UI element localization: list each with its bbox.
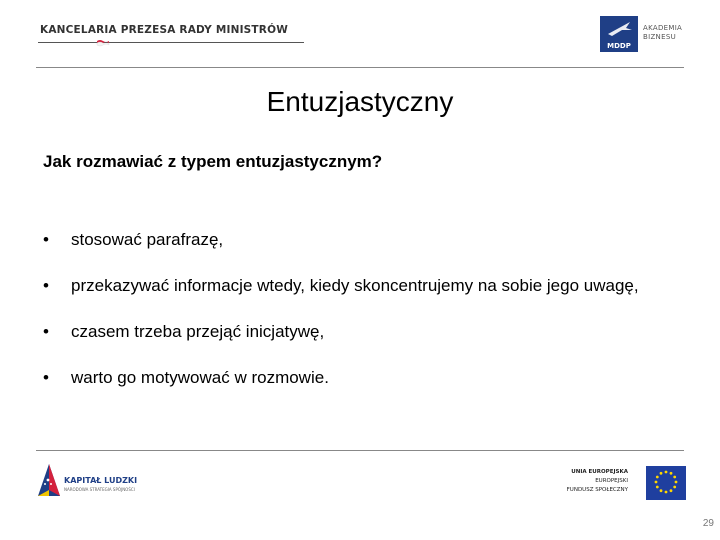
eu-logo-line3: FUNDUSZ SPOŁECZNY xyxy=(566,487,628,493)
mddp-side-line2: BIZNESU xyxy=(643,33,676,41)
page-number: 29 xyxy=(702,518,714,529)
kapital-ludzki-title: KAPITAŁ LUDZKI xyxy=(64,476,138,485)
eu-logo-line1: UNIA EUROPEJSKA xyxy=(571,469,628,475)
flag-icon xyxy=(96,38,110,48)
kapital-ludzki-subtitle: NARODOWA STRATEGIA SPÓJNOŚCI xyxy=(64,487,135,492)
footer-divider xyxy=(36,450,684,451)
eu-flag-icon xyxy=(646,466,686,500)
bullet-dot: • xyxy=(43,230,49,249)
kapital-ludzki-emblem-icon xyxy=(36,462,62,498)
mddp-logo xyxy=(600,16,690,54)
kapital-ludzki-logo xyxy=(36,462,166,500)
eu-logo xyxy=(558,466,686,502)
bullet-item xyxy=(43,363,683,393)
bullet-text: warto go motywować w rozmowie. xyxy=(71,368,329,387)
mddp-badge-label: MDDP xyxy=(607,42,631,50)
kprm-logo xyxy=(38,22,306,54)
slide-question: Jak rozmawiać z typem entuzjastycznym? xyxy=(43,152,383,171)
mddp-side-line1: AKADEMIA xyxy=(643,24,683,32)
kprm-logo-text: KANCELARIA PREZESA RADY MINISTRÓW xyxy=(40,24,288,36)
bullet-item xyxy=(43,225,683,255)
bullet-text: czasem trzeba przejąć inicjatywę, xyxy=(71,322,325,341)
header-divider xyxy=(36,67,684,68)
bullet-dot: • xyxy=(43,276,49,295)
mddp-logo-box xyxy=(600,16,638,52)
bullet-item xyxy=(43,317,683,347)
bullet-list xyxy=(43,225,683,409)
bullet-text: stosować parafrazę, xyxy=(71,230,224,249)
eu-stars-icon xyxy=(646,466,686,500)
bullet-dot: • xyxy=(43,368,49,387)
mddp-side-text xyxy=(643,24,682,42)
slide-title: Entuzjastyczny xyxy=(266,86,454,117)
eu-logo-line2: EUROPEJSKI xyxy=(595,478,628,484)
airplane-icon xyxy=(600,16,638,42)
bullet-item xyxy=(43,271,683,301)
bullet-text: przekazywać informacje wtedy, kiedy skoncentrujemy na sobie jego uwagę, xyxy=(71,276,639,295)
eu-logo-text xyxy=(567,468,628,495)
kprm-logo-rule xyxy=(38,42,304,43)
bullet-dot: • xyxy=(43,322,49,341)
